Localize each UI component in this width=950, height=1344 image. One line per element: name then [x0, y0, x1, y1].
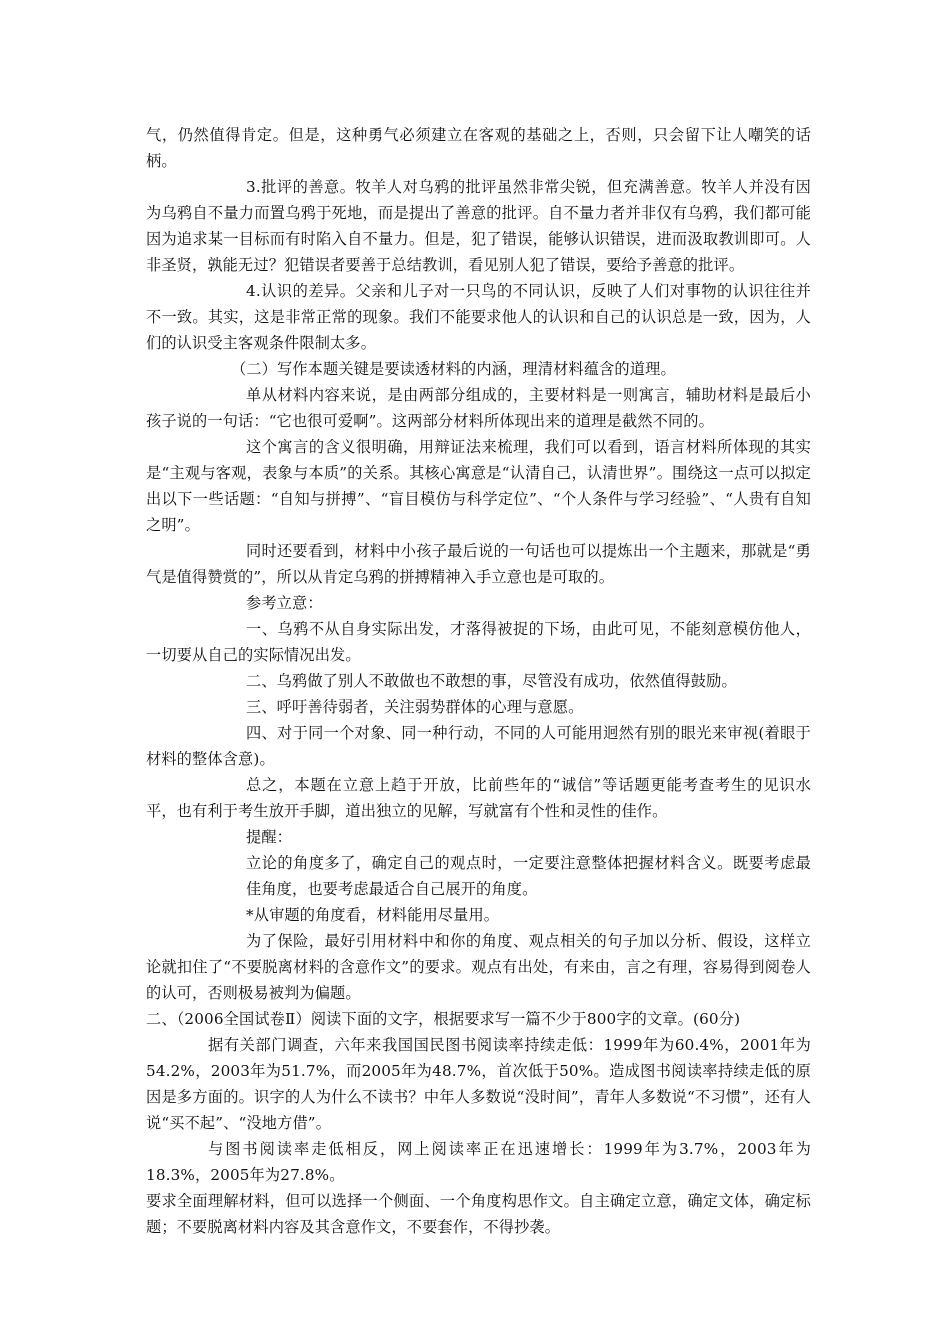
subheading: 参考立意：: [246, 594, 323, 612]
paragraph: 据有关部门调查，六年来我国国民图书阅读率持续走低：1999年为60.4%，2001年为54.2%，2003年为51.7%，而2005年为48.7%，首次低于50%。造成图书阅读率持续走低的原因是多方面的。识字的人为什么不读书？中年人多数说“没时间”，青年人多数说“不习惯”，还有人说“买不起”、“没地方借”。: [146, 1036, 811, 1132]
document-body: [146, 122, 811, 1240]
section-heading: （二）写作本题关键是要读透材料的内涵，理清材料蕴含的道理。: [231, 360, 676, 378]
paragraph: 同时还要看到，材料中小孩子最后说的一句话也可以提炼出一个主题来，那就是“勇气是值得赞赏的”，所以从肯定乌鸦的拼搏精神入手立意也是可取的。: [146, 542, 811, 586]
paragraph: 总之，本题在立意上趋于开放，比前些年的“诚信”等话题更能考查考生的见识水平，也有利于考生放开手脚，道出独立的见解，写就富有个性和灵性的佳作。: [146, 776, 811, 820]
paragraph: 气，仍然值得肯定。但是，这种勇气必须建立在客观的基础之上，否则，只会留下让人嘲笑的话柄。: [146, 126, 811, 170]
list-item: 二、乌鸦做了别人不敢做也不敢想的事，尽管没有成功，依然值得鼓励。: [246, 672, 737, 690]
paragraph: 单从材料内容来说，是由两部分组成的，主要材料是一则寓言，辅助材料是最后小孩子说的一句话：“它也很可爱啊”。这两部分材料所体现出来的道理是截然不同的。: [146, 386, 811, 430]
paragraph: 这个寓言的含义很明确，用辩证法来梳理，我们可以看到，语言材料所体现的其实是“主观与客观，表象与本质”的关系。其核心寓意是“认清自己，认清世界”。围绕这一点可以拟定出以下一些话题：“自知与拼搏”、“盲目模仿与科学定位”、“个人条件与学习经验”、“人贵有自知之明”。: [146, 438, 811, 534]
list-item: 四、对于同一个对象、同一种行动，不同的人可能用迥然有别的眼光来审视(着眼于材料的整体含意)。: [146, 724, 811, 768]
paragraph: 4.认识的差异。父亲和儿子对一只鸟的不同认识，反映了人们对事物的认识往往并不一致。其实，这是非常正常的现象。我们不能要求他人的认识和自己的认识总是一致，因为，人们的认识受主客观条件限制太多。: [146, 282, 811, 352]
requirements: 要求全面理解材料，但可以选择一个侧面、一个角度构思作文。自主确定立意，确定文体，确定标题；不要脱离材料内容及其含意作文，不要套作，不得抄袭。: [146, 1192, 811, 1236]
question-heading: 二、（2006全国试卷Ⅱ）阅读下面的文字，根据要求写一篇不少于800字的文章。(60分): [146, 1010, 741, 1028]
paragraph: *从审题的角度看，材料能用尽量用。: [246, 906, 500, 924]
paragraph: 立论的角度多了，确定自己的观点时，一定要注意整体把握材料含义。既要考虑最佳角度，也要考虑最适合自己展开的角度。: [246, 854, 811, 898]
paragraph: 与图书阅读率走低相反，网上阅读率正在迅速增长：1999年为3.7%，2003年为18.3%，2005年为27.8%。: [146, 1140, 811, 1184]
subheading: 提醒：: [246, 828, 293, 846]
list-item: 一、乌鸦不从自身实际出发，才落得被捉的下场，由此可见，不能刻意模仿他人，一切要从自己的实际情况出发。: [146, 620, 811, 664]
paragraph: 为了保险，最好引用材料中和你的角度、观点相关的句子加以分析、假设，这样立论就扣住了“不要脱离材料的含意作文”的要求。观点有出处，有来由，言之有理，容易得到阅卷人的认可，否则极易被判为偏题。: [146, 932, 811, 1002]
paragraph: 3.批评的善意。牧羊人对乌鸦的批评虽然非常尖锐，但充满善意。牧羊人并没有因为乌鸦自不量力而置乌鸦于死地，而是提出了善意的批评。自不量力者并非仅有乌鸦，我们都可能因为追求某一目标而有时陷入自不量力。但是，犯了错误，能够认识错误，进而汲取教训即可。人非圣贤，孰能无过？犯错误者要善于总结教训，看见别人犯了错误，要给予善意的批评。: [146, 178, 811, 274]
list-item: 三、呼吁善待弱者，关注弱势群体的心理与意愿。: [246, 698, 584, 716]
